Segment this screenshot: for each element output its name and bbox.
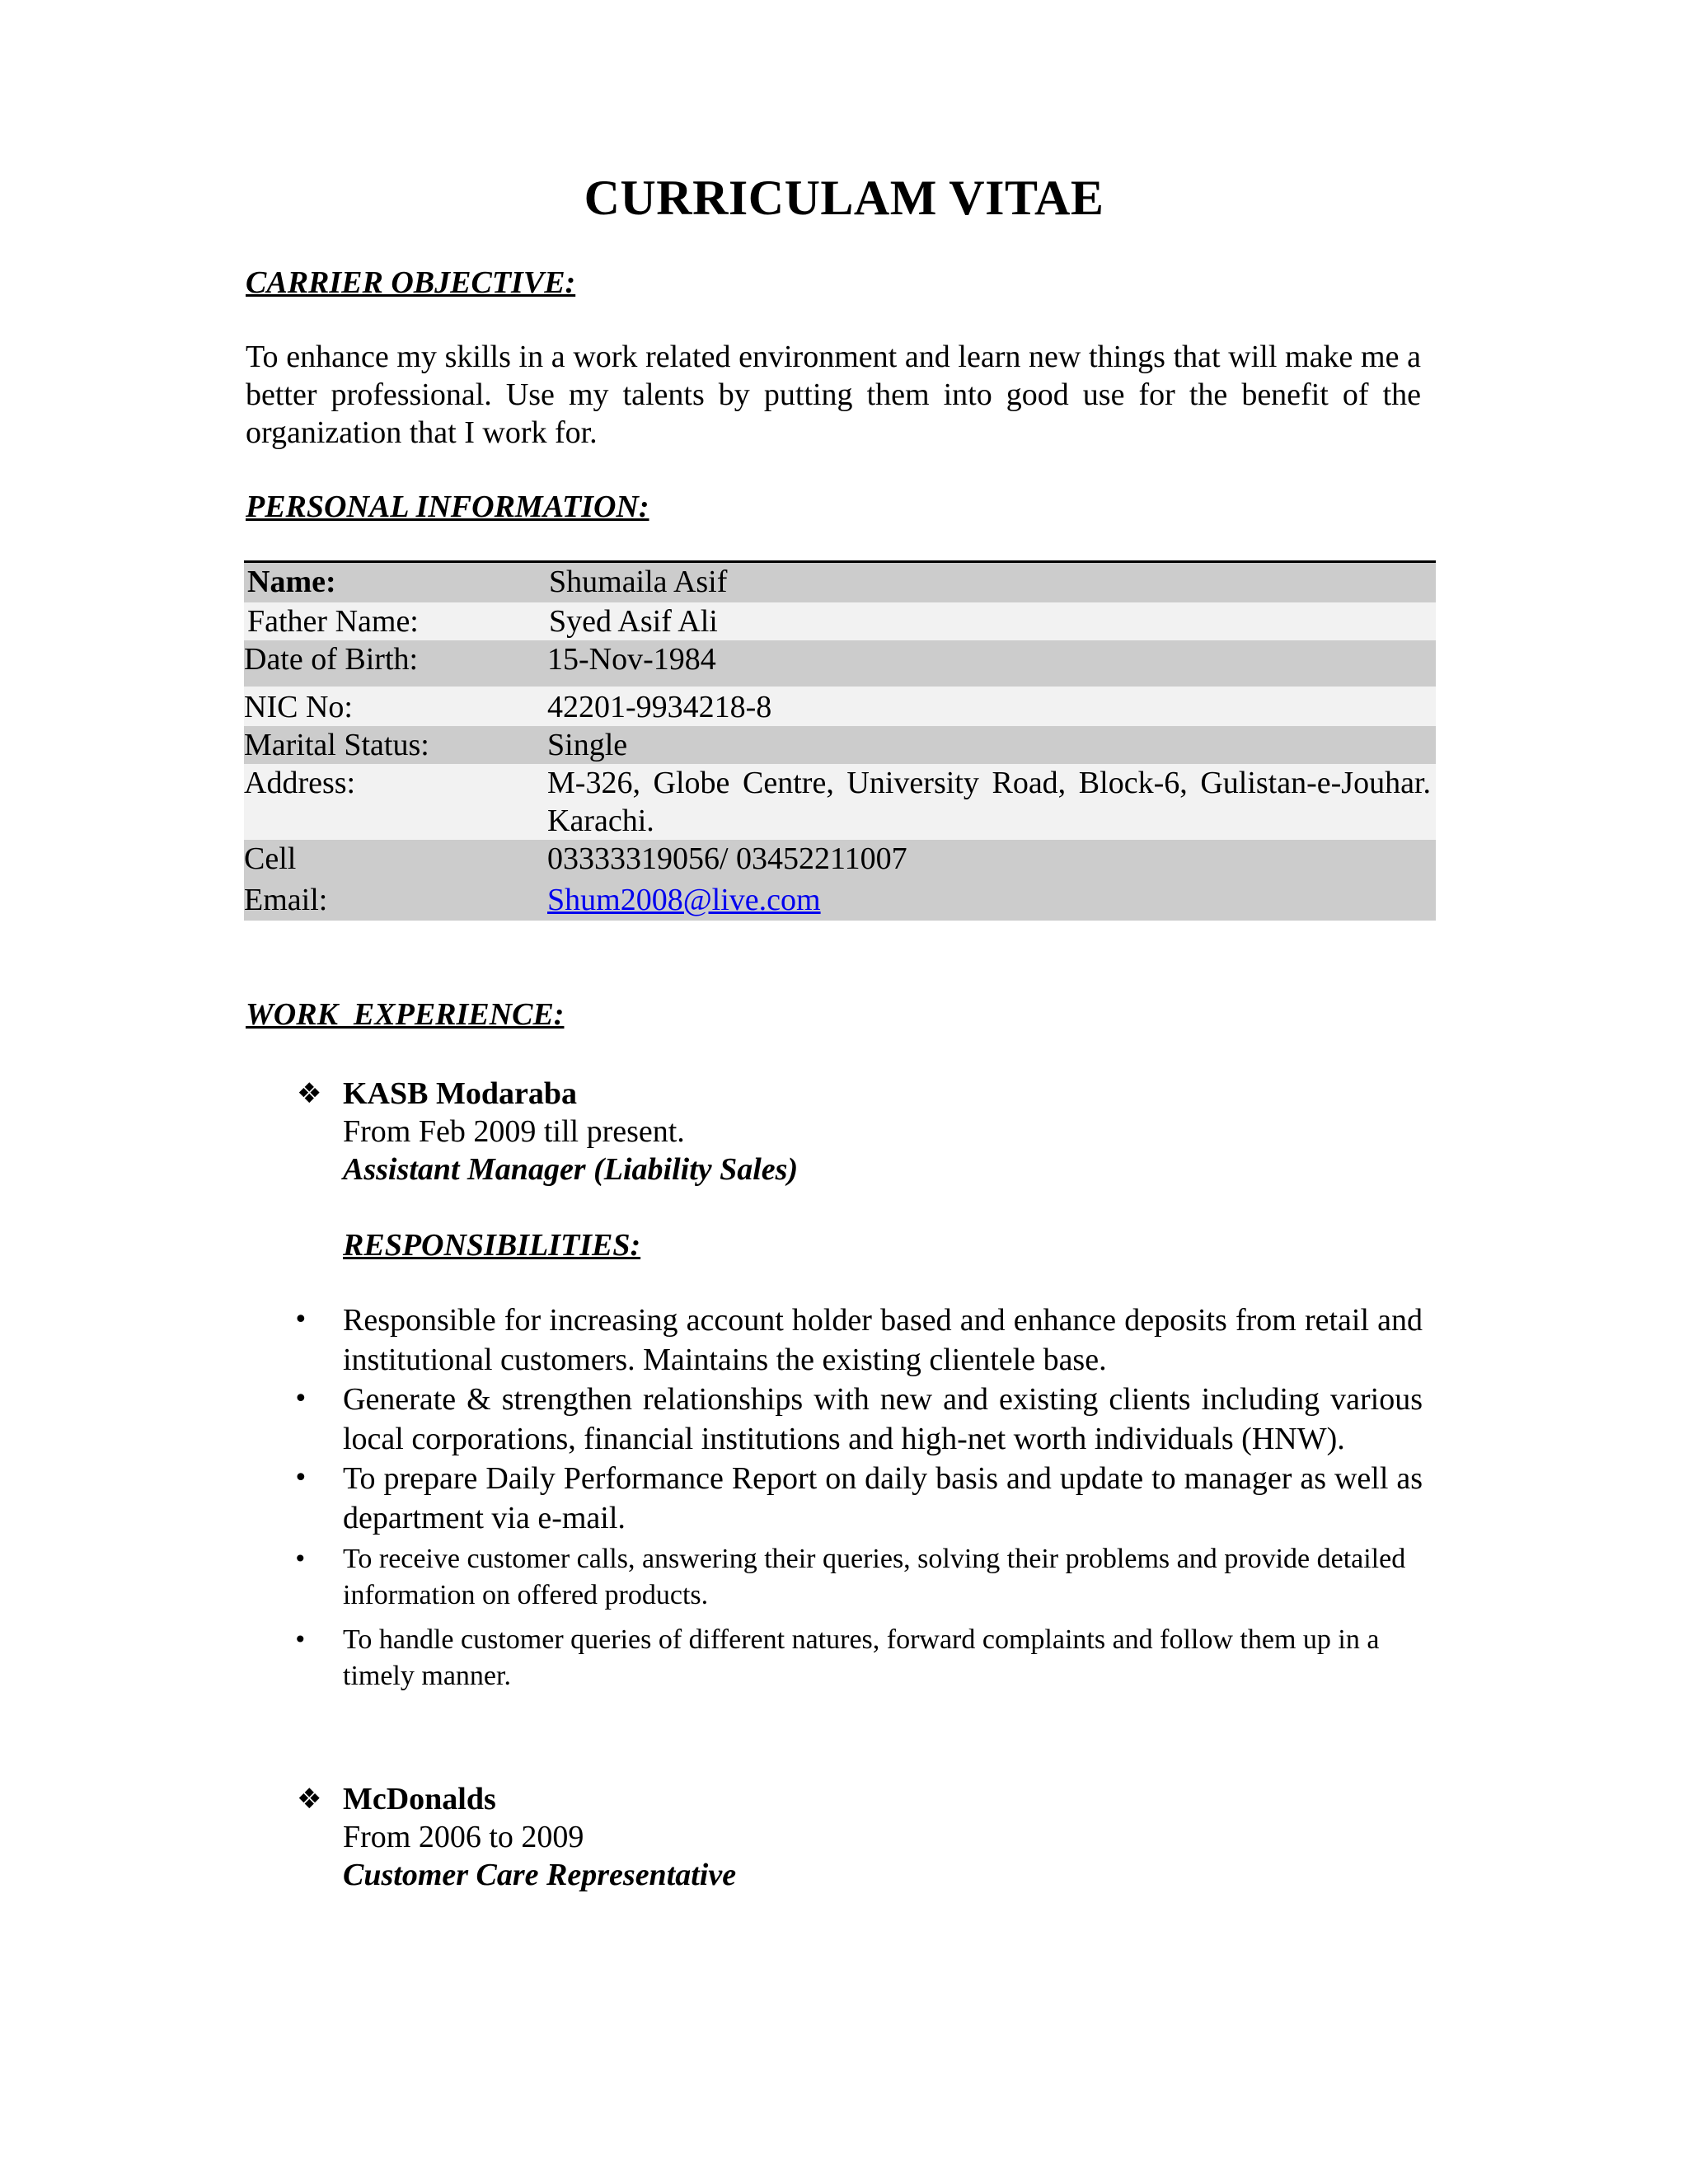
info-value: 15-Nov-1984 — [547, 642, 716, 677]
info-value: M-326, Globe Centre, University Road, Block-6, Gulistan-e-Jouhar. Karachi. — [547, 766, 1431, 838]
page-title: CURRICULAM VITAE — [584, 171, 1104, 225]
info-label: Marital Status: — [244, 728, 429, 762]
info-value: Syed Asif Ali — [549, 604, 718, 639]
personal-info-heading: PERSONAL INFORMATION: — [246, 490, 649, 524]
diamond-four-icon: ❖ — [297, 1783, 322, 1816]
info-value: Single — [547, 728, 628, 762]
responsibilities-heading: RESPONSIBILITIES: — [343, 1228, 641, 1263]
job-details — [343, 1075, 1497, 1188]
info-label: Father Name: — [247, 604, 419, 639]
info-row-date-of-birth — [244, 640, 1436, 687]
list-item-text: To prepare Daily Performance Report on daily basis and update to manager as well as department via e-mail. — [343, 1461, 1423, 1535]
job-period: From 2006 to 2009 — [343, 1820, 584, 1854]
job-period: From Feb 2009 till present. — [343, 1114, 685, 1149]
info-row-father-name — [244, 602, 1436, 640]
info-row-nic — [244, 687, 1436, 726]
job-details — [343, 1780, 1497, 1894]
list-item-text: Generate & strengthen relationships with new and existing clients including various local corporations, financial institutions and high-net worth individuals (HNW). — [343, 1382, 1423, 1456]
personal-info-table — [244, 560, 1436, 921]
bullet-icon: • — [293, 1385, 308, 1413]
info-value: Shumaila Asif — [549, 565, 728, 599]
list-item — [293, 1380, 1423, 1459]
info-row-name — [244, 563, 1436, 602]
responsibilities-list — [293, 1301, 1423, 1694]
list-item-text: To handle customer queries of different natures, forward complaints and follow them up in a timely manner. — [343, 1624, 1380, 1691]
job-company: McDonalds — [343, 1782, 496, 1816]
work-experience-heading: WORK EXPERIENCE: — [246, 997, 565, 1032]
info-label: Address: — [244, 766, 356, 800]
info-row-address — [244, 764, 1436, 840]
info-label: Name: — [247, 565, 336, 599]
job-role: Assistant Manager (Liability Sales) — [343, 1152, 799, 1187]
info-label: Date of Birth: — [244, 642, 419, 677]
job-company: KASB Modaraba — [343, 1076, 577, 1111]
objective-text: To enhance my skills in a work related environment and learn new things that will make me a better professional. Use my talents by putting them into good use for the benefit of the organization that I work for. — [246, 340, 1421, 450]
info-label: Email: — [244, 883, 328, 917]
list-item-text: Responsible for increasing account holder based and enhance deposits from retail and institutional customers. Maintains the existing clientele base. — [343, 1303, 1423, 1377]
list-item — [293, 1541, 1423, 1614]
info-value: 42201-9934218-8 — [547, 690, 772, 724]
email-link[interactable]: Shum2008@live.com — [547, 883, 821, 917]
bullet-icon: • — [293, 1545, 307, 1572]
bullet-icon: • — [293, 1305, 308, 1334]
list-item — [293, 1459, 1423, 1538]
list-item — [293, 1301, 1423, 1380]
info-row-contact — [244, 840, 1436, 921]
info-row-marital-status — [244, 726, 1436, 764]
info-label: NIC No: — [244, 690, 353, 724]
list-item-text: To receive customer calls, answering their queries, solving their problems and provide detailed information on offered products. — [343, 1544, 1406, 1610]
diamond-four-icon: ❖ — [297, 1077, 322, 1110]
list-item — [293, 1622, 1423, 1694]
bullet-icon: • — [293, 1464, 308, 1493]
info-value — [547, 881, 1429, 919]
info-value: 03333319056/ 03452211007 — [547, 841, 907, 876]
info-label: Cell — [244, 841, 297, 876]
bullet-icon: • — [293, 1626, 307, 1653]
objective-heading: CARRIER OBJECTIVE: — [246, 265, 576, 300]
job-role: Customer Care Representative — [343, 1858, 737, 1892]
